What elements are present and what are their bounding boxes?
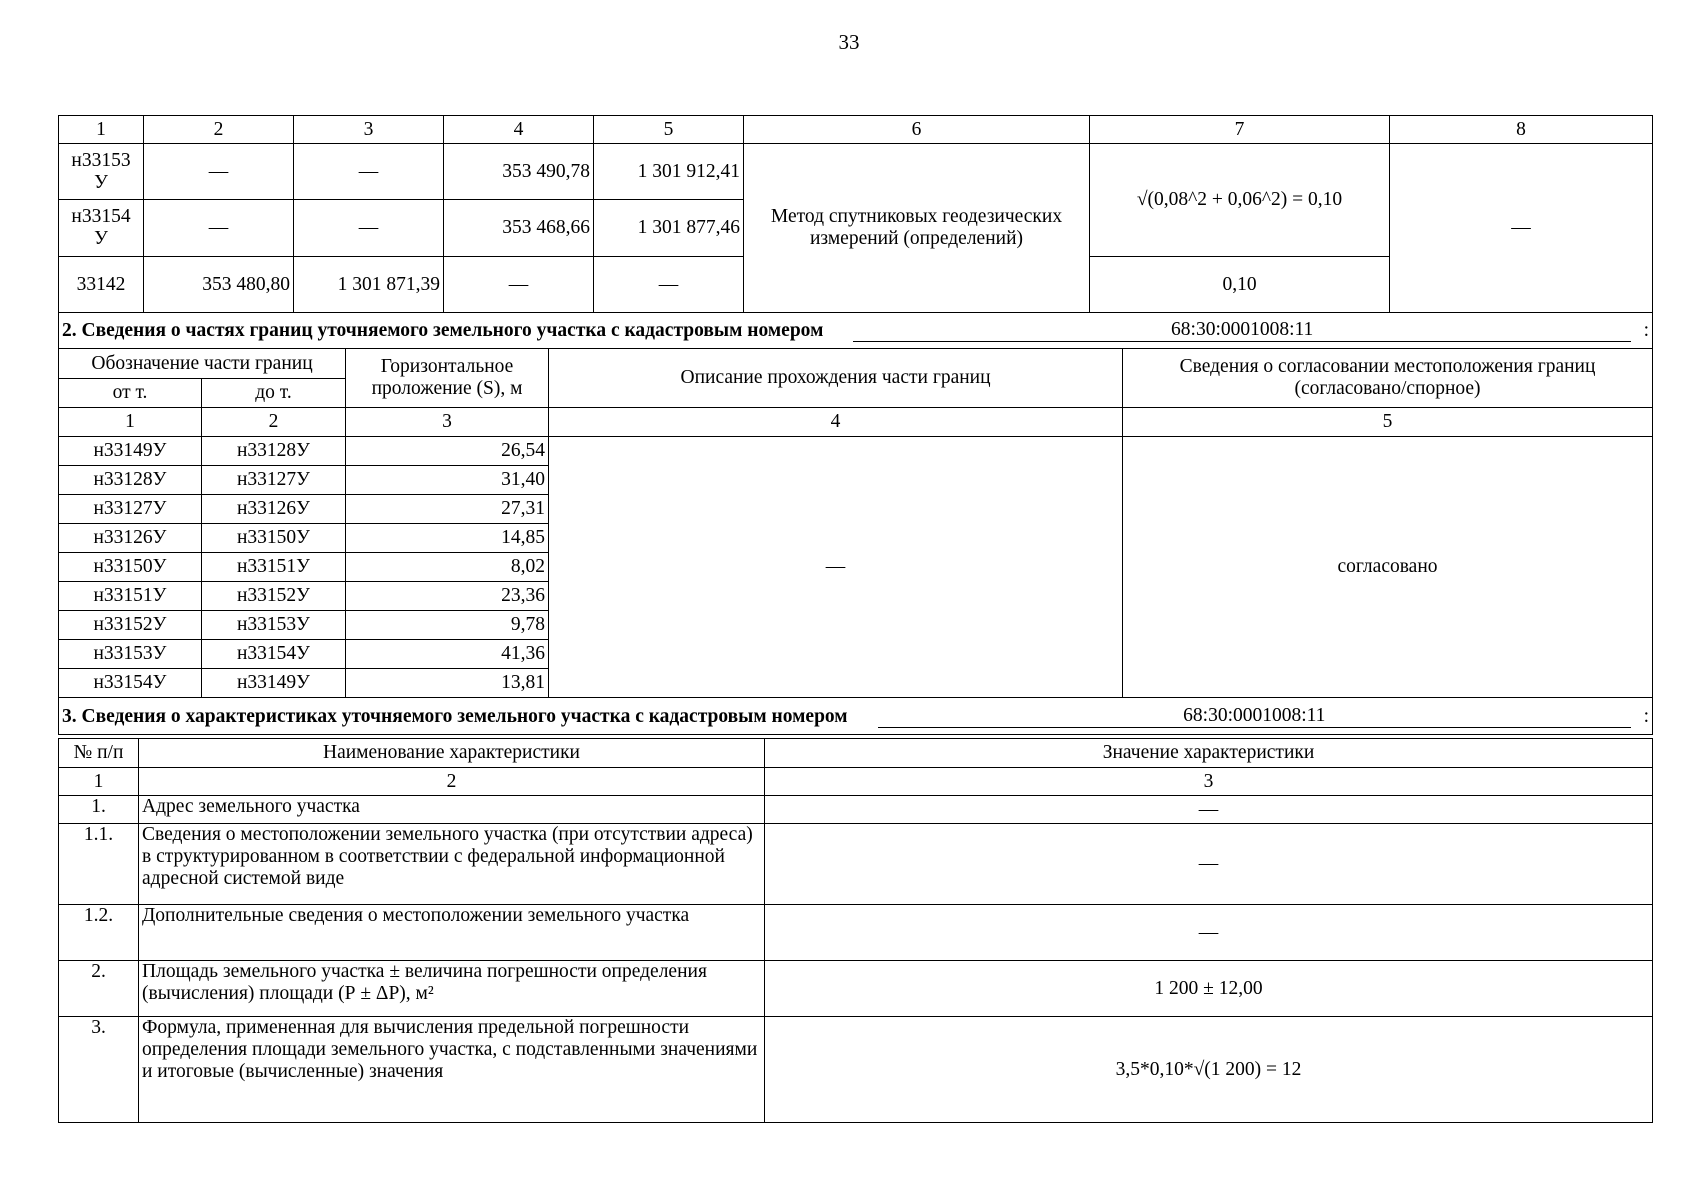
cell: 353 490,78 (444, 144, 594, 200)
row-number: 1.1. (59, 824, 139, 905)
characteristic-value: — (765, 824, 1653, 905)
to-point: н33126У (202, 495, 346, 524)
characteristic-value: 3,5*0,10*√(1 200) = 12 (765, 1017, 1653, 1123)
column-number: 6 (744, 116, 1090, 144)
cell: — (144, 200, 294, 257)
characteristic-name: Сведения о местоположении земельного участка (при отсутствии адреса) в структурированном в соответствии с федеральной информационной адресной системой виде (139, 824, 765, 905)
description-header: Описание прохождения части границ (549, 349, 1123, 408)
from-point: н33150У (59, 553, 202, 582)
column-number: 8 (1390, 116, 1653, 144)
column-number: 5 (1123, 408, 1653, 437)
column-numbers-row (59, 768, 1653, 796)
characteristic-name: Дополнительные сведения о местоположении земельного участка (139, 905, 765, 961)
horizontal-distance: 26,54 (346, 437, 549, 466)
to-point: н33151У (202, 553, 346, 582)
horizontal-distance: 14,85 (346, 524, 549, 553)
from-point: н33152У (59, 611, 202, 640)
characteristic-value: — (765, 905, 1653, 961)
cell: 353 480,80 (144, 257, 294, 313)
column-number: 7 (1090, 116, 1390, 144)
description-value: — (549, 437, 1123, 698)
name-header: Наименование характеристики (139, 739, 765, 768)
coordinates-table (58, 115, 1653, 349)
value-header: Значение характеристики (765, 739, 1653, 768)
column-number: 1 (59, 408, 202, 437)
table-row (59, 1017, 1653, 1123)
column-number: 4 (549, 408, 1123, 437)
to-point: н33150У (202, 524, 346, 553)
section3-title-cell (59, 698, 1653, 735)
column-number: 2 (144, 116, 294, 144)
table-row (59, 961, 1653, 1017)
cell: — (594, 257, 744, 313)
characteristics-table (58, 738, 1653, 1123)
column-number: 4 (444, 116, 594, 144)
row-number: 2. (59, 961, 139, 1017)
row-number: 1.2. (59, 905, 139, 961)
accuracy-value: 0,10 (1090, 257, 1390, 313)
horizontal-distance: 41,36 (346, 640, 549, 669)
cell: — (144, 144, 294, 200)
row-number: 1. (59, 796, 139, 824)
horizontal-distance: 31,40 (346, 466, 549, 495)
table-header-row (59, 116, 1653, 144)
section2-title: 2. Сведения о частях границ уточняемого земельного участка с кадастровым номером (62, 320, 824, 341)
to-header: до т. (202, 379, 346, 408)
column-number: 1 (59, 116, 144, 144)
from-point: н33149У (59, 437, 202, 466)
column-number: 2 (202, 408, 346, 437)
table-row (59, 905, 1653, 961)
section2-colon: : (1643, 320, 1649, 341)
to-point: н33154У (202, 640, 346, 669)
cell: — (294, 200, 444, 257)
column-number: 1 (59, 768, 139, 796)
cell: — (294, 144, 444, 200)
horizontal-distance: 13,81 (346, 669, 549, 698)
cell: 1 301 912,41 (594, 144, 744, 200)
from-point: н33151У (59, 582, 202, 611)
section-title-row (59, 698, 1653, 735)
horizontal-distance: 23,36 (346, 582, 549, 611)
section3-colon: : (1643, 705, 1650, 727)
section2-title-cell (59, 313, 1653, 349)
part-designation-header: Обозначение части границ (59, 349, 346, 379)
from-point: н33154У (59, 669, 202, 698)
agreement-value: согласовано (1123, 437, 1653, 698)
row-number: 3. (59, 1017, 139, 1123)
from-point: н33153У (59, 640, 202, 669)
accuracy-formula: √(0,08^2 + 0,06^2) = 0,10 (1090, 144, 1390, 257)
boundary-parts-table (58, 348, 1653, 735)
point-name: н33153 У (59, 144, 144, 200)
table-row (59, 437, 1653, 466)
from-point: н33128У (59, 466, 202, 495)
column-number: 2 (139, 768, 765, 796)
method-cell: Метод спутниковых геодезических измерений (определений) (744, 144, 1090, 313)
column-number: 3 (765, 768, 1653, 796)
table-header-row (59, 349, 1653, 379)
from-header: от т. (59, 379, 202, 408)
section3-cadastral-number: 68:30:0001008:11 (878, 705, 1631, 728)
to-point: н33152У (202, 582, 346, 611)
num-header: № п/п (59, 739, 139, 768)
cell: — (444, 257, 594, 313)
characteristic-value: 1 200 ± 12,00 (765, 961, 1653, 1017)
page-number: 33 (838, 30, 860, 54)
characteristic-name: Формула, примененная для вычисления предельной погрешности определения площади земельного участка, с подставленными значениями и итоговые (вычисленные) значения (139, 1017, 765, 1123)
table-row (59, 824, 1653, 905)
table-row (59, 144, 1653, 200)
characteristic-value: — (765, 796, 1653, 824)
from-point: н33127У (59, 495, 202, 524)
column-numbers-row (59, 408, 1653, 437)
horizontal-distance: 8,02 (346, 553, 549, 582)
column-number: 3 (346, 408, 549, 437)
column-number: 3 (294, 116, 444, 144)
horizontal-distance: 27,31 (346, 495, 549, 524)
characteristic-name: Адрес земельного участка (139, 796, 765, 824)
to-point: н33128У (202, 437, 346, 466)
agreement-header: Сведения о согласовании местоположения границ (согласовано/спорное) (1123, 349, 1653, 408)
to-point: н33127У (202, 466, 346, 495)
cell: 1 301 871,39 (294, 257, 444, 313)
cell: 353 468,66 (444, 200, 594, 257)
point-name: 33142 (59, 257, 144, 313)
from-point: н33126У (59, 524, 202, 553)
col8-value: — (1390, 144, 1653, 313)
characteristic-name: Площадь земельного участка ± величина погрешности определения (вычисления) площади (Р ± ΔР), м² (139, 961, 765, 1017)
to-point: н33153У (202, 611, 346, 640)
section-title-row (59, 313, 1653, 349)
horizontal-header: Горизонтальное проложение (S), м (346, 349, 549, 408)
section2-cadastral-number: 68:30:0001008:11 (853, 319, 1631, 342)
table-header-row (59, 739, 1653, 768)
table-row (59, 796, 1653, 824)
horizontal-distance: 9,78 (346, 611, 549, 640)
point-name: н33154 У (59, 200, 144, 257)
section3-title: 3. Сведения о характеристиках уточняемого земельного участка с кадастровым номером (62, 705, 848, 727)
to-point: н33149У (202, 669, 346, 698)
column-number: 5 (594, 116, 744, 144)
cell: 1 301 877,46 (594, 200, 744, 257)
